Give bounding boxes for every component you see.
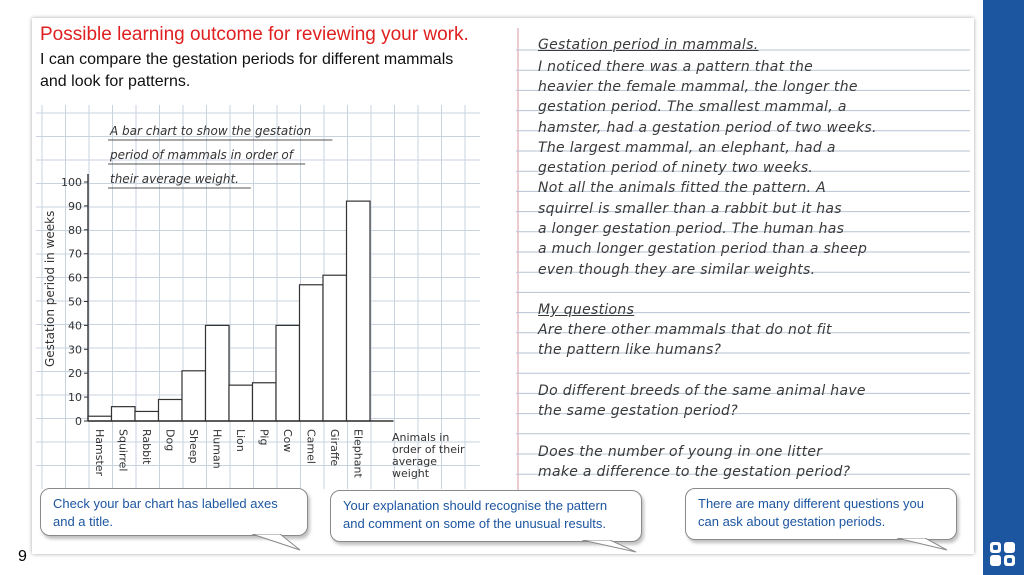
notes-line: squirrel is smaller than a rabbit but it has xyxy=(538,201,842,217)
chart-bars xyxy=(88,201,370,421)
bar-camel xyxy=(300,285,324,421)
x-tick-label: Lion xyxy=(233,429,247,452)
notes-heading: Gestation period in mammals. xyxy=(538,37,759,53)
callout-questions-tail xyxy=(895,538,955,552)
notes-line: hamster, had a gestation period of two weeks. xyxy=(538,120,877,136)
bar-human xyxy=(206,325,230,421)
notes-line: Are there other mammals that do not fit xyxy=(538,322,832,338)
callout-questions xyxy=(685,488,957,540)
x-tick-label: Rabbit xyxy=(139,429,153,465)
y-tick-label: 60 xyxy=(68,271,82,285)
x-tick-label: Cow xyxy=(280,429,294,453)
x-tick-label: Human xyxy=(210,429,224,469)
notes-line: a longer gestation period. The human has xyxy=(538,221,845,237)
brand-sidebar xyxy=(983,0,1024,575)
notes-line: the same gestation period? xyxy=(538,403,738,419)
x-axis-label xyxy=(392,431,465,480)
x-tick-label: Squirrel xyxy=(116,429,130,472)
notes-heading: My questions xyxy=(538,302,635,318)
y-tick-label: 100 xyxy=(61,176,82,189)
bar-lion xyxy=(229,385,253,421)
callout-axes-text: Check your bar chart has labelled axes and a title. xyxy=(53,496,278,529)
notes-line: Do different breeds of the same animal have xyxy=(538,383,866,399)
page-number: 9 xyxy=(18,548,27,565)
notes-paper xyxy=(516,28,970,492)
logo-icon xyxy=(989,541,1017,567)
y-tick-label: 40 xyxy=(68,319,82,333)
y-tick-label: 50 xyxy=(68,295,82,309)
chart-title xyxy=(108,124,332,188)
notes-line: Not all the animals fitted the pattern. A xyxy=(538,180,827,196)
x-tick-label: Pig xyxy=(257,429,271,446)
notes-line: even though they are similar weights. xyxy=(538,262,816,278)
y-tick-label: 70 xyxy=(68,247,82,261)
callout-explanation-text: Your explanation should recognise the pattern and comment on some of the unusual results. xyxy=(343,498,608,531)
notes-line: make a difference to the gestation period? xyxy=(538,464,851,480)
notes-line: a much longer gestation period than a sheep xyxy=(538,241,868,257)
x-tick-label: Dog xyxy=(163,429,177,452)
y-tick-label: 80 xyxy=(68,223,82,237)
bar-pig xyxy=(253,383,277,421)
bar-hamster xyxy=(88,416,112,421)
callout-axes xyxy=(40,488,308,536)
y-axis-label: Gestation period in weeks xyxy=(43,210,57,367)
x-tick-label: Camel xyxy=(304,429,318,464)
chart-title-text: A bar chart to show the gestation period of mammals in order of their average weight. xyxy=(110,124,312,186)
x-tick-label: Elephant xyxy=(351,429,365,478)
y-tick-label: 30 xyxy=(68,343,82,357)
callout-explanation xyxy=(330,490,642,542)
y-tick-label: 90 xyxy=(68,199,82,213)
bar-chart xyxy=(36,105,480,489)
notes-line: heavier the female mammal, the longer the xyxy=(538,79,858,95)
bar-sheep xyxy=(182,371,206,421)
x-tick-label: Sheep xyxy=(186,429,200,464)
notes-line: Does the number of young in one litter xyxy=(538,444,823,460)
bar-elephant xyxy=(347,201,371,421)
x-tick-label: Hamster xyxy=(92,429,106,477)
bar-dog xyxy=(159,399,183,421)
callout-questions-text: There are many different questions you can ask about gestation periods. xyxy=(698,496,924,529)
bar-giraffe xyxy=(323,275,347,421)
notes-line: I noticed there was a pattern that the xyxy=(538,59,814,75)
notes-line: the pattern like humans? xyxy=(538,342,722,358)
bar-rabbit xyxy=(135,411,159,421)
y-tick-label: 10 xyxy=(68,391,82,405)
x-tick-label: Giraffe xyxy=(327,429,341,467)
callout-explanation-tail xyxy=(580,540,640,554)
notes-line: The largest mammal, an elephant, had a xyxy=(538,140,836,156)
outcome-title: Possible learning outcome for reviewing your work. xyxy=(40,24,469,45)
y-tick-label: 20 xyxy=(68,367,82,381)
callout-axes-tail xyxy=(250,534,310,552)
outcome-text: I can compare the gestation periods for different mammals and look for patterns. xyxy=(40,51,454,90)
bar-squirrel xyxy=(112,407,136,421)
notes-line: gestation period of ninety two weeks. xyxy=(538,160,814,176)
bar-cow xyxy=(276,325,300,421)
x-axis-label-text: Animals in order of their average weight xyxy=(392,431,465,480)
y-tick-label: 0 xyxy=(75,415,82,428)
notes-line: gestation period. The smallest mammal, a xyxy=(538,99,847,115)
